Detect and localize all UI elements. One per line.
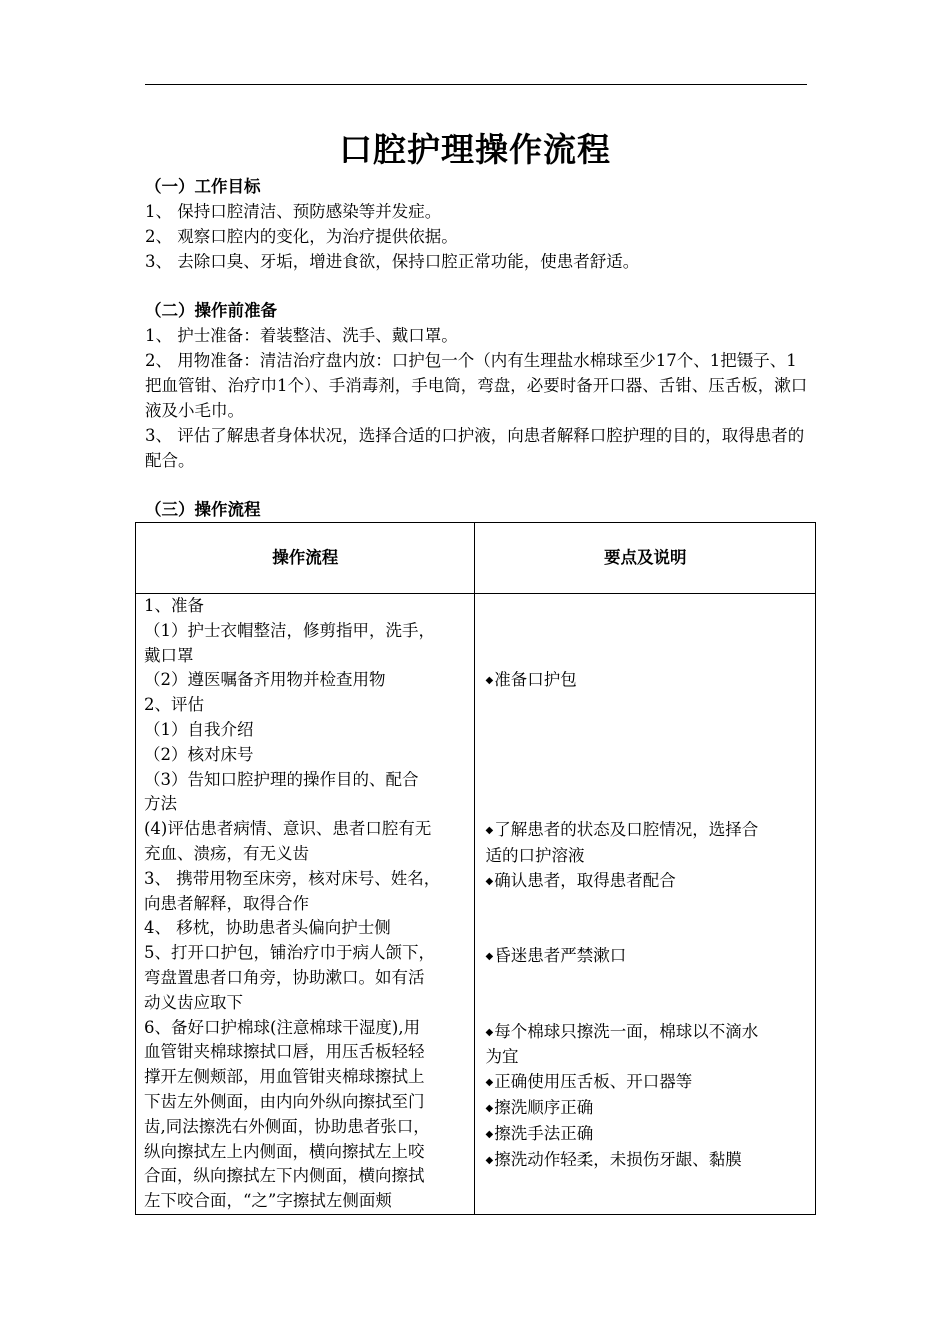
section-heading-procedure: （三）操作流程 [145,500,261,519]
note-order: ◆ 擦洗顺序正确 [485,1096,807,1122]
note-tongue-depressor: ◆ 正确使用压舌板、开口器等 [485,1070,807,1096]
step-line: 齿,同法擦洗右外侧面，协助患者张口， [144,1116,430,1136]
step-line: 下齿左外侧面，由内向外纵向擦拭至门 [144,1091,425,1111]
step-line: 动义齿应取下 [144,992,243,1012]
section-goals [145,174,810,274]
prep-item-2: 2、 用物准备：清洁治疗盘内放：口护包一个（内有生理盐水棉球至少17个、1把镊子、1把血管钳、治疗巾1个）、手消毒剂，手电筒，弯盘，必要时备开口器、舌钳、压舌板，漱口液及小毛巾。 [145,351,808,420]
procedure-table [135,522,816,1215]
prep-item-1: 1、 护士准备：着装整洁、洗手、戴口罩。 [145,326,458,345]
procedure-notes-cell [475,594,816,1215]
note-assess-condition: ◆ 了解患者的状态及口腔情况，选择合 [485,818,807,844]
step-line: 戴口罩 [144,645,194,665]
step-line: 4、 移枕，协助患者头偏向护士侧 [144,918,391,938]
goal-item-3: 3、 去除口臭、牙垢，增进食欲，保持口腔正常功能，使患者舒适。 [145,252,640,271]
step-line: 弯盘置患者口角旁，协助漱口。如有活 [144,967,425,987]
goal-item-1: 1、 保持口腔清洁、预防感染等并发症。 [145,202,442,221]
page-title: 口腔护理操作流程 [339,130,611,169]
note-technique: ◆ 擦洗手法正确 [485,1122,807,1148]
table-row [136,594,816,1215]
step-line: 充血、溃疡，有无义齿 [144,843,309,863]
step-line: 1、准备 [144,596,204,615]
step-line: （2）遵医嘱备齐用物并检查用物 [144,670,386,690]
table-header-row [136,523,816,594]
step-line: 左下咬合面，“之”字擦拭左侧面颊 [144,1191,392,1211]
step-line: 6、备好口护棉球(注意棉球干湿度),用 [144,1017,421,1037]
section-heading-preparation: （二）操作前准备 [145,301,277,320]
step-line: (4)评估患者病情、意识、患者口腔有无 [144,819,432,839]
step-line: （1）自我介绍 [144,719,254,739]
note-gentle: ◆ 擦洗动作轻柔，未损伤牙龈、黏膜 [485,1148,807,1174]
step-line: 5、打开口护包，铺治疗巾于病人颌下， [144,943,435,963]
section-heading-goals: （一）工作目标 [145,177,261,196]
step-line: 向患者解释，取得合作 [144,893,309,913]
goal-item-2: 2、 观察口腔内的变化，为治疗提供依据。 [145,227,458,246]
note-cotton-ball-cont: 为宜 [485,1047,519,1067]
step-line: 2、评估 [144,695,204,715]
note-confirm-patient: ◆ 确认患者，取得患者配合 [485,869,807,895]
section-preparation [145,298,810,473]
step-line: 方法 [144,794,177,814]
procedure-steps-cell [136,594,475,1215]
step-line: 血管钳夹棉球擦拭口唇，用压舌板轻轻 [144,1042,425,1062]
note-no-rinse-coma: ◆ 昏迷患者严禁漱口 [485,944,807,970]
note-prepare-kit: ◆ 准备口护包 [485,668,807,694]
header-rule [145,84,807,85]
step-line: 撑开左侧颊部，用血管钳夹棉球擦拭上 [144,1067,425,1087]
step-line: 合面，纵向擦拭左下内侧面，横向擦拭 [144,1166,425,1186]
header-notes: 要点及说明 [475,523,816,594]
note-cotton-ball: ◆ 每个棉球只擦洗一面，棉球以不滴水 [485,1020,807,1046]
step-line: 纵向擦拭左上内侧面，横向擦拭左上咬 [144,1141,425,1161]
step-line: （3）告知口腔护理的操作目的、配合 [144,769,419,789]
step-line: （2）核对床号 [144,744,254,764]
prep-item-3: 3、 评估了解患者身体状况，选择合适的口护液，向患者解释口腔护理的目的，取得患者的配合。 [145,426,805,470]
header-procedure: 操作流程 [136,523,475,594]
note-assess-condition-cont: 适的口护溶液 [485,845,585,865]
step-line: 3、 携带用物至床旁，核对床号、姓名， [144,868,441,888]
step-line: （1）护士衣帽整洁，修剪指甲，洗手， [144,620,435,640]
